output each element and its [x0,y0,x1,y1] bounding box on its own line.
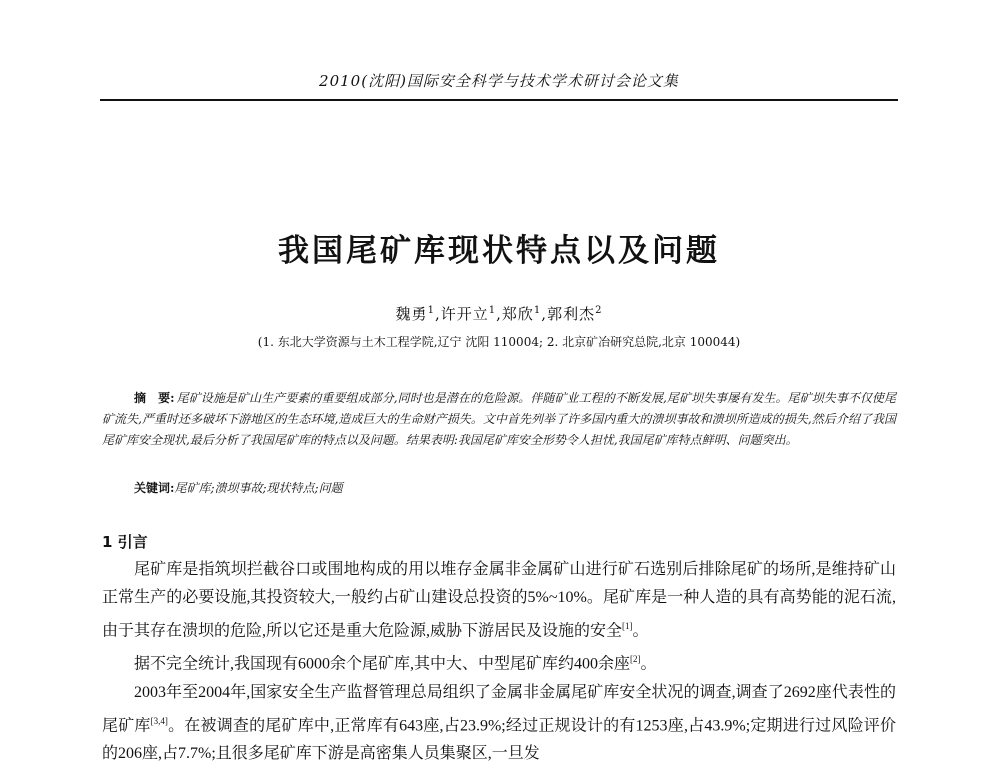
abstract-text: 尾矿设施是矿山生产要素的重要组成部分,同时也是潜在的危险源。伴随矿业工程的不断发展,尾矿坝失事屡有发生。尾矿坝失事不仅使尾矿流失,严重时还多破坏下游地区的生态环境,造成巨大的生命财产损失。文中首先列举了许多国内重大的溃坝事故和溃坝所造成的损失,然后介绍了我国尾矿库安全现状,最后分析了我国尾矿库的特点以及问题。结果表明:我国尾矿库安全形势令人担忧,我国尾矿库特点鲜明、问题突出。 [102,391,896,447]
abstract [102,388,896,451]
paragraph-3: 2003年至2004年,国家安全生产监督管理总局组织了金属非金属尾矿库安全状况的调查,调查了2692座代表性的尾矿库[3,4]。在被调查的尾矿库中,正常库有643座,占23.9%;经过正规设计的有1253座,占43.9%;定期进行过风险评价的206座,占7.7%;且很多尾矿库下游是高密集人员集聚区,一旦发 [102,683,896,762]
paragraph-1: 尾矿库是指筑坝拦截谷口或围地构成的用以堆存金属非金属矿山进行矿石选别后排除尾矿的场所,是维持矿山正常生产的必要设施,其投资较大,一般约占矿山建设总投资的5%~10%。尾矿库是一种人造的具有高势能的泥石流,由于其存在溃坝的危险,所以它还是重大危险源,威胁下游居民及设施的安全[1]。 [102,561,896,640]
author-affiliation-mark: 1 [427,305,435,316]
abstract-label: 摘 要: [134,391,175,405]
keywords-label: 关键词: [134,481,175,495]
author-name: 郑欣 [501,305,534,323]
header-rule [100,99,898,101]
running-header: 2010(沈阳)国际安全科学与技术学术研讨会论文集 [319,72,679,90]
keywords-text: 尾矿库;溃坝事故;现状特点;问题 [174,481,343,495]
author-separator: , [496,305,502,323]
author-name: 魏勇 [395,305,428,323]
paper-title: 我国尾矿库现状特点以及问题 [278,233,720,269]
affiliation: (1. 东北大学资源与土木工程学院,辽宁 沈阳 110004; 2. 北京矿冶研究总院,北京 100044) [257,335,741,349]
author-name: 郭利杰 [547,305,596,323]
author-affiliation-mark: 1 [533,305,542,316]
author-name: 许开立 [440,305,489,323]
author-separator: , [541,305,548,323]
citation: [1] [622,621,633,631]
author-affiliation-mark: 1 [488,305,497,316]
citation: [2] [630,654,641,665]
author-list [100,303,898,324]
keywords [134,479,894,496]
section-body [102,556,896,768]
section-heading: 1 引言 [102,533,148,551]
author-separator: , [434,305,441,323]
citation: [3,4] [150,715,168,726]
author-affiliation-mark: 2 [595,305,603,316]
paragraph-2: 据不完全统计,我国现有6000余个尾矿库,其中大、中型尾矿库约400余座[2]。 [134,654,657,673]
